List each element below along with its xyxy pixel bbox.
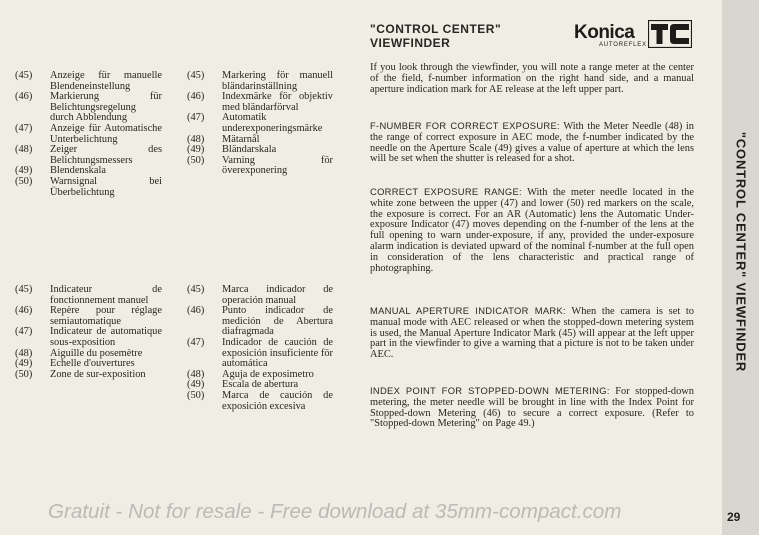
legend-number: (47) [15, 122, 33, 134]
legend-text: Zeiger des Belichtungsmessers [50, 144, 162, 166]
legend-number: (45) [187, 70, 205, 81]
side-title [722, 0, 759, 505]
legend-number: (46) [187, 91, 205, 103]
legend-item [15, 145, 162, 166]
legend-item [15, 285, 162, 306]
legend-text: Indicateur de fonctionnement manuel [50, 284, 162, 306]
legend-number: (46) [15, 305, 33, 317]
section-heading: INDEX POINT FOR STOPPED-DOWN METERING: [370, 385, 610, 396]
legend-swedish [187, 71, 333, 177]
legend-item [187, 285, 333, 306]
legend-text: Punto indicador de medición de Abertura diafragmada [222, 305, 333, 338]
legend-text: Anzeige für manuelle Blendeneinstellung [50, 70, 162, 92]
legend-item [187, 391, 333, 412]
section-f-number [370, 121, 694, 165]
legend-number: (49) [15, 358, 33, 370]
legend-text: Mätarnål [222, 133, 260, 145]
brand-subtitle: AUTOREFLEX [599, 42, 647, 48]
section-text: For stopped-down metering, the meter needle will be brought in line with the Index Point for Stopped-down Metering (46) to secure a correct exposure. (Refer to "Stopped-down Metering" on Page 49.) [370, 386, 694, 430]
section-heading: MANUAL APERTURE INDICATOR MARK: [370, 305, 566, 316]
section-heading: F-NUMBER FOR CORRECT EXPOSURE: [370, 120, 560, 131]
legend-number: (46) [15, 91, 33, 103]
legend-spanish [187, 285, 333, 412]
legend-item [15, 370, 162, 381]
konica-tc-logo [574, 20, 694, 50]
legend-number: (50) [187, 389, 205, 401]
legend-number: (49) [187, 379, 205, 391]
legend-text: Anzeige für Automatische Unterbelichtung [50, 122, 162, 145]
legend-text: Warnsignal bei Überbelichtung [50, 175, 162, 198]
legend-number: (47) [15, 326, 33, 338]
legend-item [15, 177, 162, 198]
legend-item [15, 124, 162, 145]
legend-number: (48) [15, 144, 33, 156]
legend-number: (47) [187, 112, 205, 124]
legend-item [187, 306, 333, 338]
section-index-point [370, 386, 694, 430]
legend-german [15, 71, 162, 198]
legend-text: Marca de caución de exposición excesiva [222, 389, 333, 412]
legend-number: (50) [15, 368, 33, 380]
legend-text: Automatik underexponeringsmärke [222, 112, 323, 134]
legend-number: (45) [15, 284, 33, 295]
section-heading: CORRECT EXPOSURE RANGE: [370, 186, 522, 197]
legend-item [15, 71, 162, 92]
legend-item [15, 92, 162, 124]
legend-item [15, 306, 162, 327]
legend-text: Marca indicador de operación manual [222, 284, 333, 306]
legend-number: (48) [187, 133, 205, 145]
legend-number: (50) [187, 154, 205, 166]
legend-text: Escala de abertura [222, 379, 299, 391]
legend-text: Markierung für Belichtungsregelung durch Abblendung [50, 91, 162, 124]
intro-paragraph: If you look through the viewfinder, you will note a range meter at the center of the field, f-number information on the right hand side, and a manual aperture indication mark for AE release at the left upper part. [370, 62, 694, 95]
section-exposure-range [370, 187, 694, 274]
watermark: Gratuit - Not for resale - Free download at 35mm-compact.com [48, 500, 622, 523]
section-text: When the camera is set to manual mode with AEC released or when the stopped-down metering system is used, the Manual Aperture Indicator Mark (45) will appear at the left upper part in the viewfinder to give a warning that a picture is not to be taken under AEC. [370, 306, 694, 361]
title-line-1: "CONTROL CENTER" [370, 22, 502, 36]
legend-item [187, 338, 333, 370]
legend-text: Aguja de exposimetro [222, 368, 314, 380]
legend-item [187, 71, 333, 92]
legend-item [187, 156, 333, 177]
legend-number: (49) [15, 165, 33, 177]
side-title-text: "CONTROL CENTER" VIEWFINDER [733, 131, 748, 373]
legend-item [187, 92, 333, 113]
legend-text: Blendenskala [50, 165, 106, 177]
section-text: With the Meter Needle (48) in the range of correct exposure in AEC mode, the f-number indicated by the needle on the Aperture Scale (49) gives a value of aperture at which the lens will be set when the shutter is released for a shot. [370, 121, 694, 165]
legend-number: (45) [15, 70, 33, 81]
legend-number: (49) [187, 144, 205, 156]
legend-number: (50) [15, 175, 33, 187]
legend-item [15, 327, 162, 348]
legend-number: (47) [187, 336, 205, 348]
legend-item [187, 113, 333, 134]
legend-text: Indicador de caución de exposición insuficiente för automática [222, 336, 333, 370]
section-manual-aperture [370, 306, 694, 361]
section-text: With the meter needle located in the white zone between the upper (47) and lower (50) red markers on the scale, the exposure is correct. For an AR (Automatic) lens the Automatic Under-exposure Indicator (47) moves depending on the f-number of the lens at the full opening to warn under-exposure, if any, provided the under-exposure alarm indication is deviated upward of the nominal f-number at the full open in consideration of the lens characteristic and practical range of photographing. [370, 187, 694, 274]
brand-name: Konica [574, 22, 635, 43]
legend-text: Varning för överexponering [222, 154, 333, 177]
legend-number: (45) [187, 284, 205, 295]
legend-number: (46) [187, 305, 205, 317]
tc-logo-icon [648, 20, 692, 48]
legend-text: Aiguille du posemètre [50, 347, 143, 359]
title-line-2: VIEWFINDER [370, 36, 451, 50]
legend-text: Markering för manuell bländarinställning [222, 70, 333, 92]
legend-text: Repère pour réglage semiautomatique [50, 305, 162, 327]
legend-text: Indexmärke för objektiv med bländarförval [222, 91, 333, 113]
legend-number: (48) [187, 368, 205, 380]
legend-text: Echelle d'ouvertures [50, 358, 135, 370]
legend-french [15, 285, 162, 380]
legend-text: Zone de sur-exposition [50, 368, 146, 380]
page-number: 29 [727, 510, 741, 524]
legend-number: (48) [15, 347, 33, 359]
legend-text: Indicateur de automatique sous-exposition [50, 326, 162, 348]
legend-text: Bländarskala [222, 144, 277, 156]
